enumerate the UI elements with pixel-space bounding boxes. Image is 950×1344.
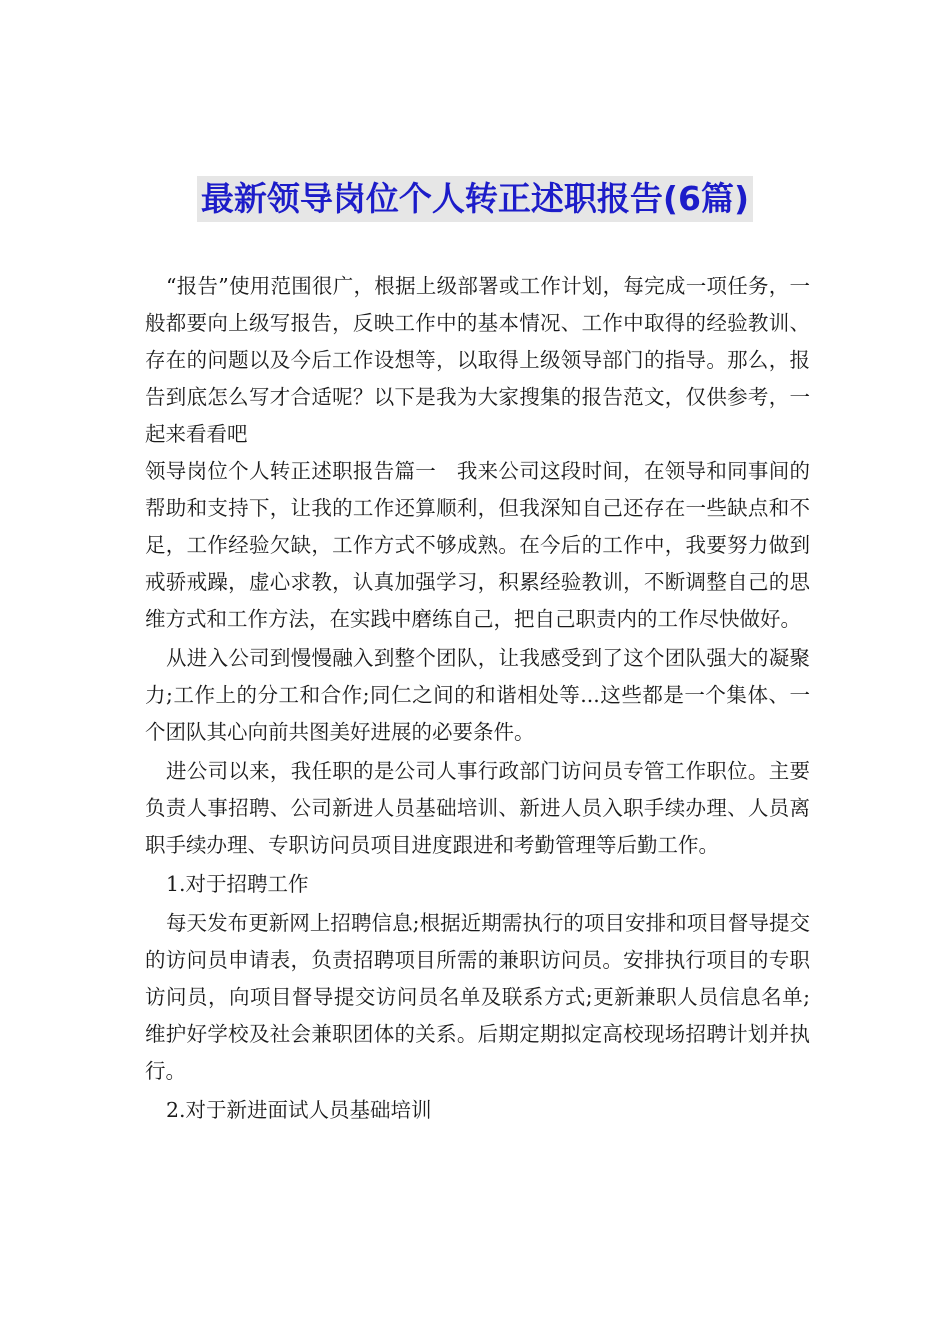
paragraph-section-one: 领导岗位个人转正述职报告篇一 我来公司这段时间，在领导和同事间的帮助和支持下，让我的工作还算顺利，但我深知自己还存在一些缺点和不足，工作经验欠缺，工作方式不够成熟。在今后的工作中，我要努力做到戒骄戒躁，虚心求教，认真加强学习，积累经验教训，不断调整自己的思维方式和工作方法，在实践中磨练自己，把自己职责内的工作尽快做好。	[145, 459, 810, 631]
paragraph-team: 从进入公司到慢慢融入到整个团队，让我感受到了这个团队强大的凝聚力;工作上的分工和合作;同仁之间的和谐相处等...这些都是一个集体、一个团队其心向前共图美好进展的必要条件。	[145, 646, 810, 744]
paragraph-intro: “报告”使用范围很广，根据上级部署或工作计划，每完成一项任务，一般都要向上级写报告，反映工作中的基本情况、工作中取得的经验教训、存在的问题以及今后工作设想等，以取得上级领导部门的指导。那么，报告到底怎么写才合适呢？以下是我为大家搜集的报告范文，仅供参考，一起来看看吧	[145, 274, 810, 446]
document-body	[145, 268, 810, 1129]
title-container	[0, 176, 950, 222]
paragraph-position: 进公司以来，我任职的是公司人事行政部门访问员专管工作职位。主要负责人事招聘、公司新进人员基础培训、新进人员入职手续办理、人员离职手续办理、专职访问员项目进度跟进和考勤管理等后勤工作。	[145, 759, 810, 857]
heading-training: 2.对于新进面试人员基础培训	[166, 1098, 432, 1122]
heading-recruitment: 1.对于招聘工作	[166, 872, 309, 896]
paragraph-recruitment: 每天发布更新网上招聘信息;根据近期需执行的项目安排和项目督导提交的访问员申请表，负责招聘项目所需的兼职访问员。安排执行项目的专职访问员，向项目督导提交访问员名单及联系方式;更新兼职人员信息名单;维护好学校及社会兼职团体的关系。后期定期拟定高校现场招聘计划并执行。	[145, 911, 810, 1083]
document-title: 最新领导岗位个人转正述职报告(6篇)	[197, 176, 753, 222]
